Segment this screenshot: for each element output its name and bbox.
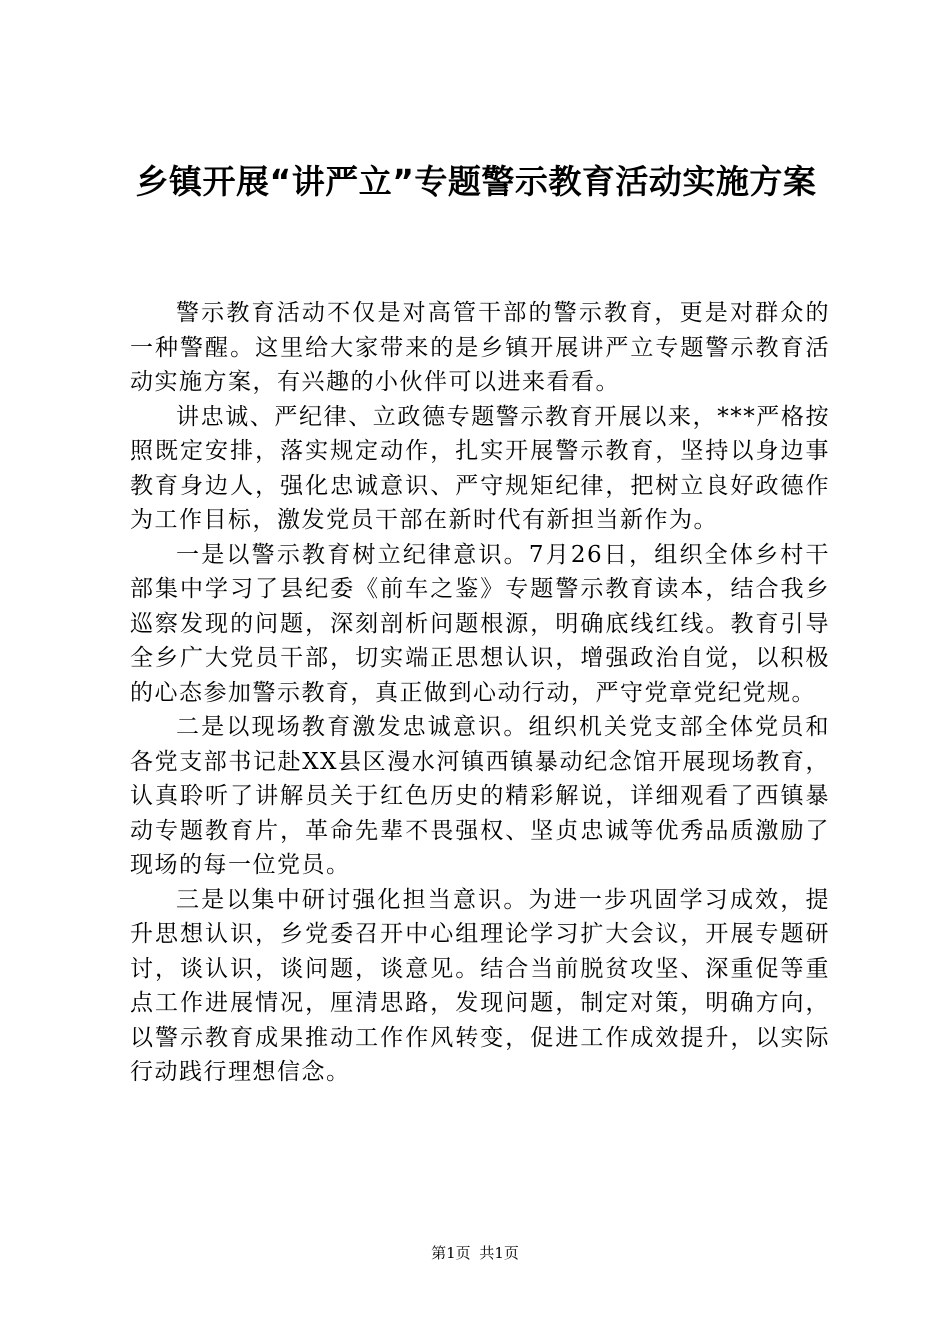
page-footer <box>0 1243 950 1263</box>
document-title: 乡镇开展“讲严立”专题警示教育活动实施方案 <box>135 162 817 201</box>
page-number: 第1页 <box>431 1244 471 1262</box>
document-body <box>130 296 830 1090</box>
overview-paragraph: 讲忠诚、严纪律、立政德专题警示教育开展以来，***严格按照既定安排，落实规定动作，扎实开展警示教育，坚持以身边事教育身边人，强化忠诚意识、严守规矩纪律，把树立良好政德作为工作目标，激发党员干部在新时代有新担当新作为。 <box>130 403 830 533</box>
item-one-paragraph: 一是以警示教育树立纪律意识。7月26日，组织全体乡村干部集中学习了县纪委《前车之鉴》专题警示教育读本，结合我乡巡察发现的问题，深刻剖析问题根源，明确底线红线。教育引导全乡广大党员干部，切实端正思想认识，增强政治自觉，以积极的心态参加警示教育，真正做到心动行动，严守党章党纪党规。 <box>130 541 830 706</box>
intro-paragraph: 警示教育活动不仅是对高管干部的警示教育，更是对群众的一种警醒。这里给大家带来的是乡镇开展讲严立专题警示教育活动实施方案，有兴趣的小伙伴可以进来看看。 <box>130 300 830 395</box>
item-two-paragraph: 二是以现场教育激发忠诚意识。组织机关党支部全体党员和各党支部书记赴XX县区漫水河镇西镇暴动纪念馆开展现场教育，认真聆听了讲解员关于红色历史的精彩解说，详细观看了西镇暴动专题教育片，革命先辈不畏强权、坚贞忠诚等优秀品质激励了现场的每一位党员。 <box>130 714 830 878</box>
page-total: 共1页 <box>479 1244 519 1262</box>
item-three-paragraph: 三是以集中研讨强化担当意识。为进一步巩固学习成效，提升思想认识，乡党委召开中心组理论学习扩大会议，开展专题研讨，谈认识，谈问题，谈意见。结合当前脱贫攻坚、深重促等重点工作进展情况，厘清思路，发现问题，制定对策，明确方向，以警示教育成果推动工作作风转变，促进工作成效提升，以实际行动践行理想信念。 <box>130 886 830 1085</box>
